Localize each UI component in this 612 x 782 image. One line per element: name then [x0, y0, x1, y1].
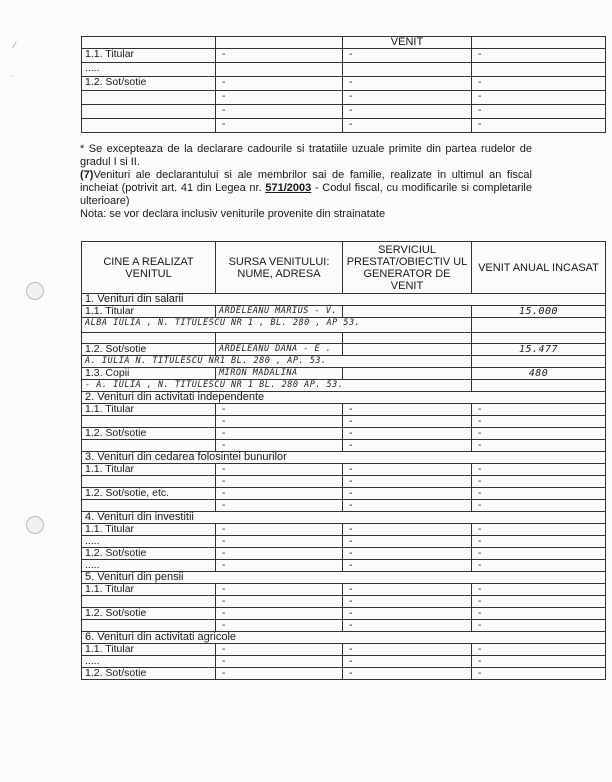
- row-label: 1.2. Sot/sotie: [82, 77, 216, 91]
- row-label: 1.2. Sot/sotie, etc.: [82, 488, 216, 500]
- section-title: 6. Venituri din activitati agricole: [82, 632, 606, 644]
- row-label: 1.1. Titular: [82, 524, 216, 536]
- income-value: 480: [472, 368, 606, 380]
- income-table-top: VENIT 1.1. Titular - - - ..... 1.2. Sot/sotie - - - - - - - - - - - -: [81, 36, 606, 133]
- income-source: ARDELEANU MARIUS - V.: [216, 306, 343, 318]
- row-label: 1.1. Titular: [82, 464, 216, 476]
- notes-block: [80, 143, 532, 221]
- income-value: 15.000: [472, 306, 606, 318]
- row-label: 1.3. Copii: [82, 368, 216, 380]
- top-header-venit: VENIT: [343, 37, 472, 49]
- income-source: MIRON MADALINA: [216, 368, 343, 380]
- income-source: ARDELEANU DANA - E .: [216, 344, 343, 356]
- row-label: 1.2. Sot/sotie: [82, 608, 216, 620]
- income-table-main: CINE A REALIZAT VENITUL SURSA VENITULUI: NUME, ADRESA SERVICIUL PRESTAT/OBIECTIV UL GENERATOR DE VENIT VENIT ANUAL INCASAT 1. Venituri din salarii 1.1. Titular ARDELEANU MARIUS - V. 15.000 ALBA IULIA , N. TITULESCU NR 1 , BL. 280 , AP 53. 1.2. Sot/sotie ARDELEANU DANA - E . 15.477 A. IULIA N. TITULESCU NR1 BL. 280 , AP. 53. 1.3. Copii MIRON MADALINA 480 - A. IULIA , N. TITULESCU NR 1 BL. 280 AP. 53. 2. Venituri din activitati independente 1.1. Titular - - - - - - 1.2. Sot/sotie - - - - - - 3. Venituri din cedarea folosintei bunurilor 1.1. Titular - - - - - - 1.2. Sot/sotie, etc. - - - - - - 4. Venituri din investitii 1.1. Titular - - - ..... - - - 1.2. Sot/sotie - - - ..... - - - 5. Venituri din pensii 1.1. Titular - - - - - - 1.2. Sot/sotie - - - - - - 6. Venituri din activitati agricole 1.1. Titular - - - ..... - - - 1.2. Sot/sotie - - -: [81, 241, 606, 680]
- note-foreign: Nota: se vor declara inclusiv veniturile provenite din strainatate: [80, 208, 386, 220]
- scan-mark: ⁄: [14, 40, 16, 50]
- note-section-7: (7)Venituri ale declarantului si ale membrilor sai de familie, realizate in ultimul an fiscal incheiat (potrivit art. 41 din Legea nr. 571/2003 - Codul fiscal, cu modificarile si completarile ulterioare): [80, 169, 532, 207]
- row-label: 1.2. Sot/sotie: [82, 668, 216, 680]
- header-service: SERVICIUL PRESTAT/OBIECTIV UL GENERATOR DE VENIT: [343, 242, 472, 294]
- section-title: 1. Venituri din salarii: [82, 294, 606, 306]
- section-title: 2. Venituri din activitati independente: [82, 392, 606, 404]
- header-annual-income: VENIT ANUAL INCASAT: [472, 242, 606, 294]
- income-address: - A. IULIA , N. TITULESCU NR 1 BL. 280 AP. 53.: [82, 380, 472, 392]
- note-gifts: * Se excepteaza de la declarare cadourile si tratatiile uzuale primite din partea rudelor de gradul I si II.: [80, 143, 532, 168]
- punch-hole: [26, 516, 44, 534]
- row-label: 1.1. Titular: [82, 49, 216, 63]
- row-label: 1.1. Titular: [82, 306, 216, 318]
- income-address: ALBA IULIA , N. TITULESCU NR 1 , BL. 280 , AP 53.: [82, 318, 472, 333]
- row-label: 1.1. Titular: [82, 644, 216, 656]
- row-label: 1.2. Sot/sotie: [82, 344, 216, 356]
- income-address: A. IULIA N. TITULESCU NR1 BL. 280 , AP. 53.: [82, 356, 472, 368]
- row-label: 1.2. Sot/sotie: [82, 548, 216, 560]
- header-who: CINE A REALIZAT VENITUL: [82, 242, 216, 294]
- scan-mark: ·: [10, 70, 13, 80]
- row-label: .....: [82, 63, 216, 77]
- section-title: 5. Venituri din pensii: [82, 572, 606, 584]
- row-label: 1.1. Titular: [82, 404, 216, 416]
- row-label: 1.1. Titular: [82, 584, 216, 596]
- punch-hole: [26, 282, 44, 300]
- section-title: 3. Venituri din cedarea folosintei bunurilor: [82, 452, 606, 464]
- income-value: 15.477: [472, 344, 606, 356]
- row-label: 1.2. Sot/sotie: [82, 428, 216, 440]
- header-source: SURSA VENITULUI: NUME, ADRESA: [216, 242, 343, 294]
- section-title: 4. Venituri din investitii: [82, 512, 606, 524]
